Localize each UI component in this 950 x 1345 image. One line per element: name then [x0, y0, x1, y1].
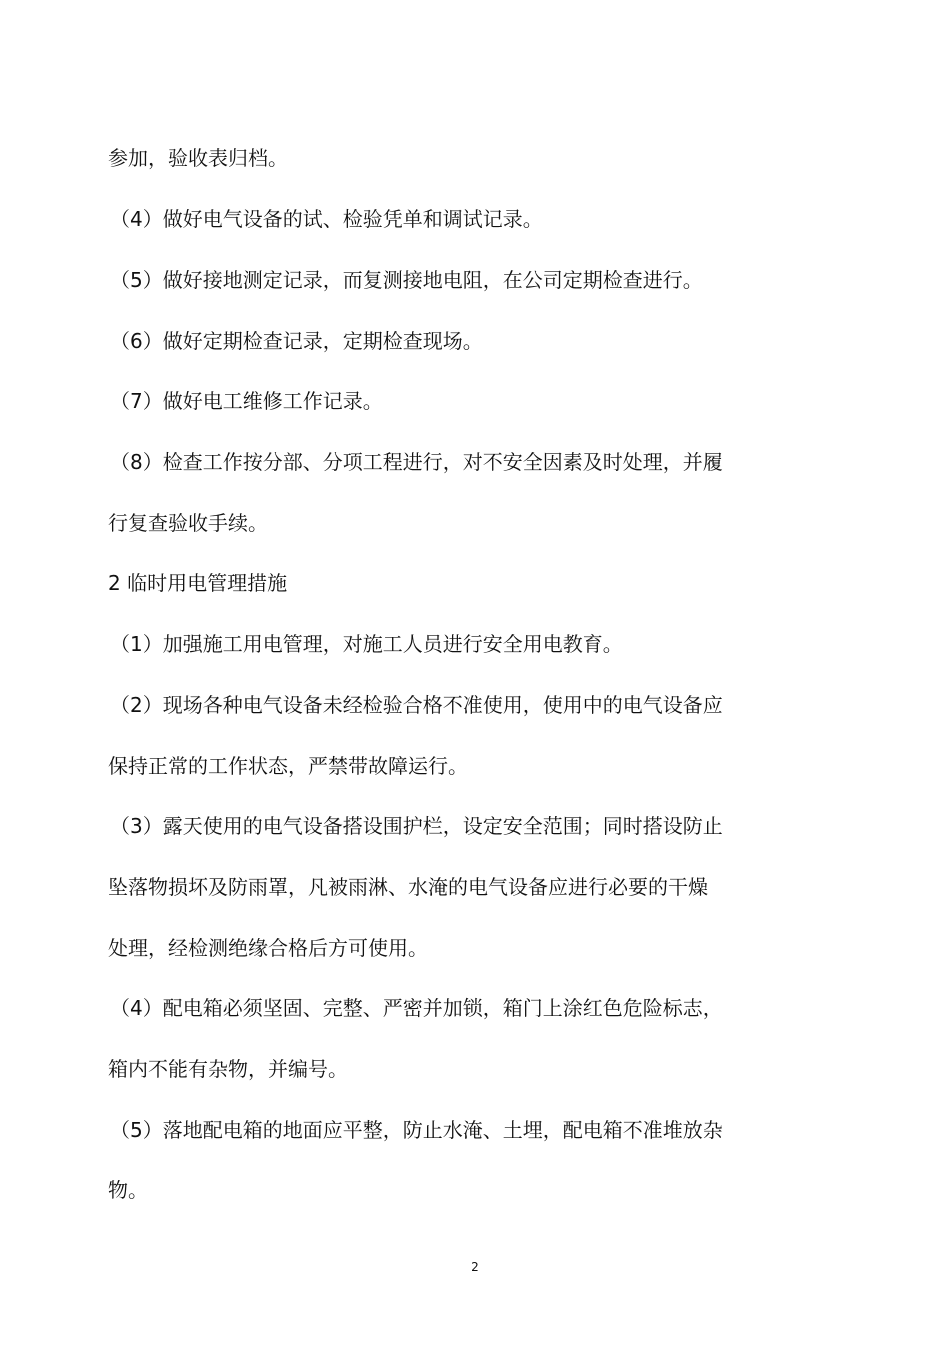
list-item-6: （6）做好定期检查记录，定期检查现场。: [110, 329, 483, 353]
list-item-2: （2）现场各种电气设备未经检验合格不准使用，使用中的电气设备应: [110, 693, 723, 717]
list-item-8: （8）检查工作按分部、分项工程进行，对不安全因素及时处理，并履: [110, 450, 723, 474]
list-item-4b-continuation: 箱内不能有杂物，并编号。: [108, 1057, 348, 1081]
list-item-3-continuation-1: 坠落物损坏及防雨罩，凡被雨淋、水淹的电气设备应进行必要的干燥: [108, 875, 708, 899]
list-item-4b: （4）配电箱必须坚固、完整、严密并加锁，箱门上涂红色危险标志，: [110, 996, 723, 1020]
section-heading: 2 临时用电管理措施: [108, 571, 288, 595]
list-item-8-continuation: 行复查验收手续。: [108, 511, 268, 535]
list-item-3: （3）露天使用的电气设备搭设围护栏，设定安全范围；同时搭设防止: [110, 814, 723, 838]
list-item-5b: （5）落地配电箱的地面应平整，防止水淹、土埋，配电箱不准堆放杂: [110, 1118, 723, 1142]
page-number: 2: [471, 1260, 479, 1274]
text-line-1: 参加，验收表归档。: [108, 146, 288, 170]
list-item-7: （7）做好电工维修工作记录。: [110, 389, 383, 413]
list-item-4: （4）做好电气设备的试、检验凭单和调试记录。: [110, 207, 543, 231]
list-item-5b-continuation: 物。: [108, 1178, 148, 1202]
list-item-5: （5）做好接地测定记录，而复测接地电阻，在公司定期检查进行。: [110, 268, 703, 292]
list-item-2-continuation: 保持正常的工作状态，严禁带故障运行。: [108, 754, 468, 778]
list-item-1: （1）加强施工用电管理，对施工人员进行安全用电教育。: [110, 632, 623, 656]
list-item-3-continuation-2: 处理，经检测绝缘合格后方可使用。: [108, 936, 428, 960]
